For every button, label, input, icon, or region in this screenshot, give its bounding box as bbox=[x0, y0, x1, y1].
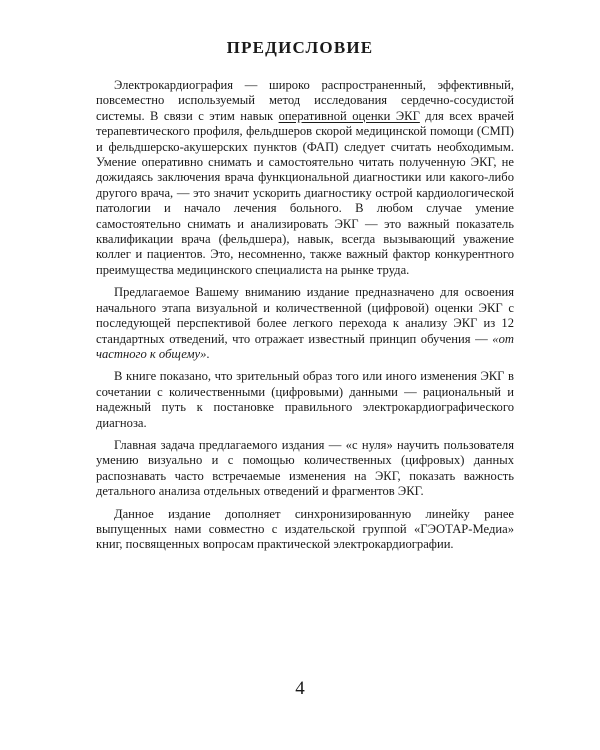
underlined-term: оперативной оценки ЭКГ bbox=[278, 108, 420, 123]
italic-quote: «от частного к общему» bbox=[96, 331, 514, 361]
paragraph-1-text-end: для всех врачей терапевтического профиля, фельдшеров скорой медицинской помощи (СМП) и фельдшерско-акушерских пунктов (ФАП) следует считать необходимым. Умение оперативно снимать и самостоятельно читать полученную ЭКГ, не дожидаясь заключения врача функциональной диагностики или какого-либо другого врача, — это значит ускорить диагностику острой кардиологической патологии и начало лечения больного. В любом случае умение самостоятельно снимать и анализировать ЭКГ — это важный показатель квалификации врача (фельдшера), навык, всегда вызывающий уважение коллег и пациентов. Это, несомненно, также важный фактор конкурентного преимущества медицинского специалиста на рынке труда. bbox=[96, 108, 514, 277]
preface-body bbox=[96, 78, 514, 560]
paragraph-2-text-end: . bbox=[206, 346, 210, 361]
paragraph-2-text-start: Предлагаемое Вашему вниманию издание предназначено для освоения начального этапа визуальной и количественной (цифровой) оценки ЭКГ с последующей перспективой более легкого перехода к анализу ЭКГ из 12 стандартных отведений, что отражает известный принцип обучения — bbox=[96, 285, 514, 346]
paragraph-4: Главная задача предлагаемого издания — «с нуля» научить пользователя умению визуально и с помощью количественных (цифровых) данных распознавать часто встречаемые изменения на ЭКГ, показать важность детального анализа отдельных отведений и фрагментов ЭКГ. bbox=[96, 437, 514, 499]
paragraph-1-text-start: Электрокардиография — широко распространенный, эффективный, повсеместно используемый метод исследования сердечно-сосудистой системы. В связи с этим навык bbox=[96, 78, 514, 123]
page-title: ПРЕДИСЛОВИЕ bbox=[226, 38, 374, 57]
paragraph-5: Данное издание дополняет синхронизированную линейку ранее выпущенных нами совместно с издательской группой «ГЭОТАР-Медиа» книг, посвященных вопросам практической электрокардиографии. bbox=[96, 506, 514, 552]
paragraph-3: В книге показано, что зрительный образ того или иного изменения ЭКГ в сочетании с количественными (цифровыми) данными — рациональный и надежный путь к постановке правильного электрокардиографического диагноза. bbox=[96, 369, 514, 430]
paragraph-1 bbox=[96, 78, 514, 278]
page-number: 4 bbox=[295, 678, 305, 699]
paragraph-2 bbox=[96, 285, 514, 362]
